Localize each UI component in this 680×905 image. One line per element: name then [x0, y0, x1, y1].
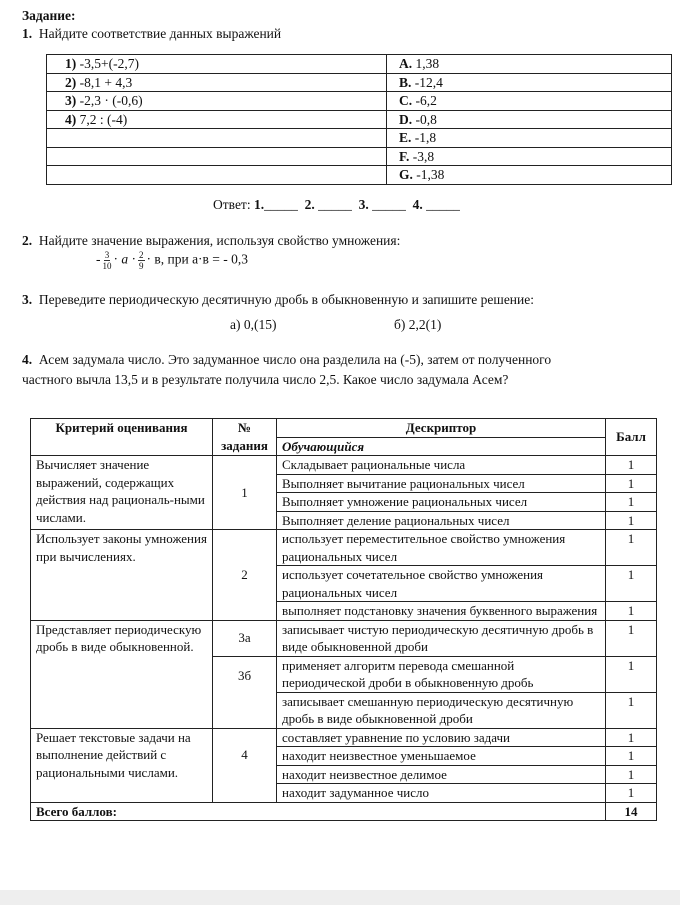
text: 4) [65, 111, 77, 127]
descriptor: Выполняет вычитание рациональных чисел [277, 474, 606, 493]
text: Всего баллов: [36, 803, 117, 819]
text: 2. [304, 197, 315, 212]
text: 1. [22, 26, 33, 41]
descriptor: Складывает рациональные числа [277, 456, 606, 475]
q3-title [22, 292, 534, 308]
text: 2 [139, 250, 144, 260]
text: Переведите периодическую десятичную дробь в обыкновенную и запишите решение: [38, 292, 534, 307]
text: Обучающийся [282, 438, 365, 454]
text: _____ [372, 197, 406, 212]
text: D. [399, 111, 413, 127]
text: № [237, 420, 252, 435]
task-number: 3б [213, 656, 277, 728]
q2-title [22, 233, 400, 249]
text: Найдите соответствие данных выражений [38, 26, 282, 41]
criterion-2: Использует законы умножения при вычислениях. [31, 530, 213, 621]
text: -8,1 + 4,3 [76, 74, 133, 90]
text: F. [399, 148, 410, 164]
q3-option-a: а) 0,(15) [230, 317, 277, 332]
text: · в, при а·в = - 0,3 [146, 251, 249, 267]
score: 1 [606, 692, 657, 728]
text: -12,4 [411, 74, 443, 90]
option-f [387, 147, 672, 166]
score: 1 [606, 656, 657, 692]
header-descriptor [277, 419, 606, 438]
text: -0,8 [412, 111, 437, 127]
text: 2) [65, 74, 77, 90]
text: 10 [102, 261, 112, 271]
text: a [121, 251, 129, 267]
text [47, 129, 387, 148]
score: 1 [606, 474, 657, 493]
text: 1,38 [412, 56, 440, 71]
task-number: 4 [213, 728, 277, 802]
task-number: 1 [213, 456, 277, 530]
expr-2 [47, 73, 387, 92]
descriptor: находит неизвестное уменьшаемое [277, 747, 606, 766]
score: 1 [606, 747, 657, 766]
text: 2. [22, 233, 33, 248]
criterion-1: Вычисляет значение выражений, содержащих действия над рациональ-ными числами. [31, 456, 213, 530]
text: A. [399, 56, 413, 71]
expr-3 [47, 92, 387, 111]
bottom-bar [0, 890, 680, 905]
text: _____ [264, 197, 298, 212]
text: B. [399, 74, 412, 90]
text: 4. [412, 197, 423, 212]
criterion-4: Решает текстовые задачи на выполнение действий с рациональными числами. [31, 728, 213, 802]
text: Дескриптор [405, 420, 477, 435]
descriptor: записывает смешанную периодическую десятичную дробь в виде обыкновенной дроби [277, 692, 606, 728]
q4-line1 [22, 352, 551, 368]
text: Асем задумала число. Это задуманное число она разделила на (-5), затем от полученного [38, 352, 552, 367]
descriptor: находит задуманное число [277, 784, 606, 803]
score: 1 [606, 511, 657, 530]
q4-line2: частного вычла 13,5 и в результате получила число 2,5. Какое число задумала Асем? [22, 372, 509, 387]
text: Балл [616, 429, 646, 445]
text [282, 439, 364, 454]
text: 1. [253, 197, 265, 212]
score: 1 [606, 566, 657, 602]
task-number: 3а [213, 620, 277, 656]
text: 3) [65, 93, 77, 108]
expr-4 [47, 110, 387, 129]
text: _____ [318, 197, 352, 212]
option-c [387, 92, 672, 111]
score: 1 [606, 456, 657, 475]
text: -3,8 [409, 148, 435, 164]
text [138, 250, 145, 271]
answer-line [213, 197, 460, 213]
text: Найдите значение выражения, используя свойство умножения: [38, 233, 401, 248]
heading [22, 8, 76, 24]
score: 1 [606, 602, 657, 621]
descriptor: применяет алгоритм перевода смешанной периодической дроби в обыкновенную дробь [277, 656, 606, 692]
text: G. [399, 167, 413, 182]
descriptor: находит неизвестное делимое [277, 765, 606, 784]
text: задания [221, 437, 268, 453]
descriptor: составляет уравнение по условию задачи [277, 728, 606, 747]
text: Задание: [22, 8, 76, 23]
text: 7,2 : (-4) [76, 111, 128, 127]
header-criterion [31, 419, 213, 456]
text [47, 147, 387, 166]
score: 1 [606, 728, 657, 747]
descriptor: Выполняет умножение рациональных чисел [277, 493, 606, 512]
descriptor: выполняет подстановку значения буквенного выражения [277, 602, 606, 621]
expr-1 [47, 55, 387, 74]
q1-title [22, 26, 281, 42]
q3-option-b: б) 2,2(1) [394, 317, 442, 332]
option-d [387, 110, 672, 129]
descriptor: использует сочетательное свойство умножения рациональных чисел [277, 566, 606, 602]
task-number: 2 [213, 530, 277, 621]
criterion-3: Представляет периодическую дробь в виде обыкновенной. [31, 620, 213, 728]
header-learner [277, 437, 606, 456]
text: Критерий оценивания [55, 420, 188, 435]
text: -3,5+(-2,7) [76, 56, 139, 71]
text: -6,2 [412, 93, 437, 108]
option-g [387, 166, 672, 185]
score: 1 [606, 765, 657, 784]
option-e [387, 129, 672, 148]
score: 1 [606, 620, 657, 656]
matching-table [46, 54, 672, 185]
header-score [606, 419, 657, 456]
descriptor: записывает чистую периодическую десятичную дробь в виде обыкновенной дроби [277, 620, 606, 656]
rubric-table [30, 418, 657, 821]
text: -1,38 [412, 167, 445, 182]
text [47, 166, 387, 185]
text: 3 [104, 250, 110, 260]
score: 1 [606, 493, 657, 512]
text: 1) [65, 56, 77, 71]
header-task-number [213, 419, 277, 456]
text: 3. [22, 292, 33, 307]
text: 3. [358, 197, 369, 212]
total-label [31, 802, 606, 821]
score: 1 [606, 530, 657, 566]
descriptor: Выполняет деление рациональных чисел [277, 511, 606, 530]
text: Ответ: [213, 197, 251, 212]
q2-formula: - $\frac{3}{10}$ · a · $\frac{2}{9}$ · в, при а·в = - 0,3 [96, 250, 249, 271]
descriptor: использует переместительное свойство умножения рациональных чисел [277, 530, 606, 566]
text: 14 [624, 803, 638, 819]
text: -2,3 · (-0,6) [76, 93, 143, 108]
option-a [387, 55, 672, 74]
text: 4. [22, 352, 33, 367]
text: _____ [426, 197, 460, 212]
text: E. [399, 130, 412, 145]
total-score [606, 802, 657, 821]
text: 9 [139, 261, 144, 271]
score: 1 [606, 784, 657, 803]
text [103, 250, 112, 271]
text: C. [399, 93, 413, 108]
option-b [387, 73, 672, 92]
text: -1,8 [411, 130, 437, 145]
